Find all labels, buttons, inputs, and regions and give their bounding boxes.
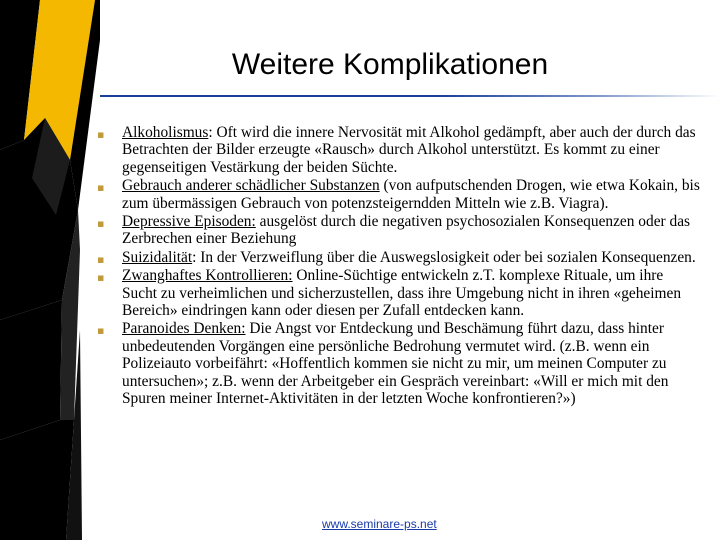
list-item (95, 267, 700, 319)
item-text: : In der Verzweiflung über die Auswegslosigkeit oder bei sozialen Konsequenzen. (192, 248, 696, 266)
item-term: Gebrauch anderer schädlicher Substanzen (122, 177, 380, 195)
item-term: Alkoholismus (122, 124, 209, 141)
item-term: Paranoides Denken: (122, 320, 246, 338)
list-item (95, 213, 700, 248)
item-text: Online-Süchtige entwickeln z.T. komplexe Rituale, um ihre Sucht zu verheimlichen und sicherzustellen, dass ihre Umgebung nicht in ihren «geheimen Bereich» eindringen kann oder diesen per Zufall entdecken kann. (122, 267, 682, 320)
square-bullet-icon: ▪ (97, 252, 105, 266)
list-item (95, 249, 700, 266)
item-term: Suizidalität (122, 248, 193, 266)
decorative-left-artwork (0, 0, 100, 540)
list-item (95, 320, 700, 407)
list-item (95, 124, 700, 176)
square-bullet-icon: ▪ (97, 324, 105, 338)
square-bullet-icon: ▪ (97, 128, 105, 141)
square-bullet-icon: ▪ (97, 271, 105, 285)
item-term: Depressive Episoden: (122, 213, 256, 231)
square-bullet-icon: ▪ (97, 181, 105, 195)
title-underline-rule (100, 95, 720, 97)
list-item (95, 177, 700, 212)
square-bullet-icon: ▪ (97, 217, 105, 231)
item-term: Zwanghaftes Kontrollieren: (122, 267, 293, 285)
slide-title: Weitere Komplikationen (231, 48, 549, 81)
item-text: : Oft wird die innere Nervosität mit Alkohol gedämpft, aber auch der durch das Betrachten der Bilder erzeugte «Rausch» durch Alkohol unterstützt. Es kommt zu einer gegenseitigen Vestärkung der beiden Süchte. (122, 124, 696, 176)
item-text: Die Angst vor Entdeckung und Beschämung führt dazu, dass hinter unbedeutenden Vorgängen eine persönliche Bedrohung vermutet wird. (z.B. wenn ein Polizeiauto vorbeifährt: «Hoffentlich kommen sie nicht zu mir, um meinen Computer zu untersuchen»; z.B. wenn der Arbeitgeber ein Gespräch vereinbart: «Will er mich mit den Spuren meiner Internet-Aktivitäten in der letzten Woche konfrontieren?») (122, 320, 669, 408)
item-text: ausgelöst durch die negativen psychosozialen Konsequenzen oder das Zerbrechen einer Beziehung (122, 213, 691, 248)
footer-link[interactable]: www.seminare-ps.net (322, 517, 437, 531)
item-text: (von aufputschenden Drogen, wie etwa Kokain, bis zum übermässigen Gebrauch von potenzsteigerndden Mitteln wie z.B. Viagra). (122, 177, 700, 212)
complications-list (95, 124, 700, 409)
